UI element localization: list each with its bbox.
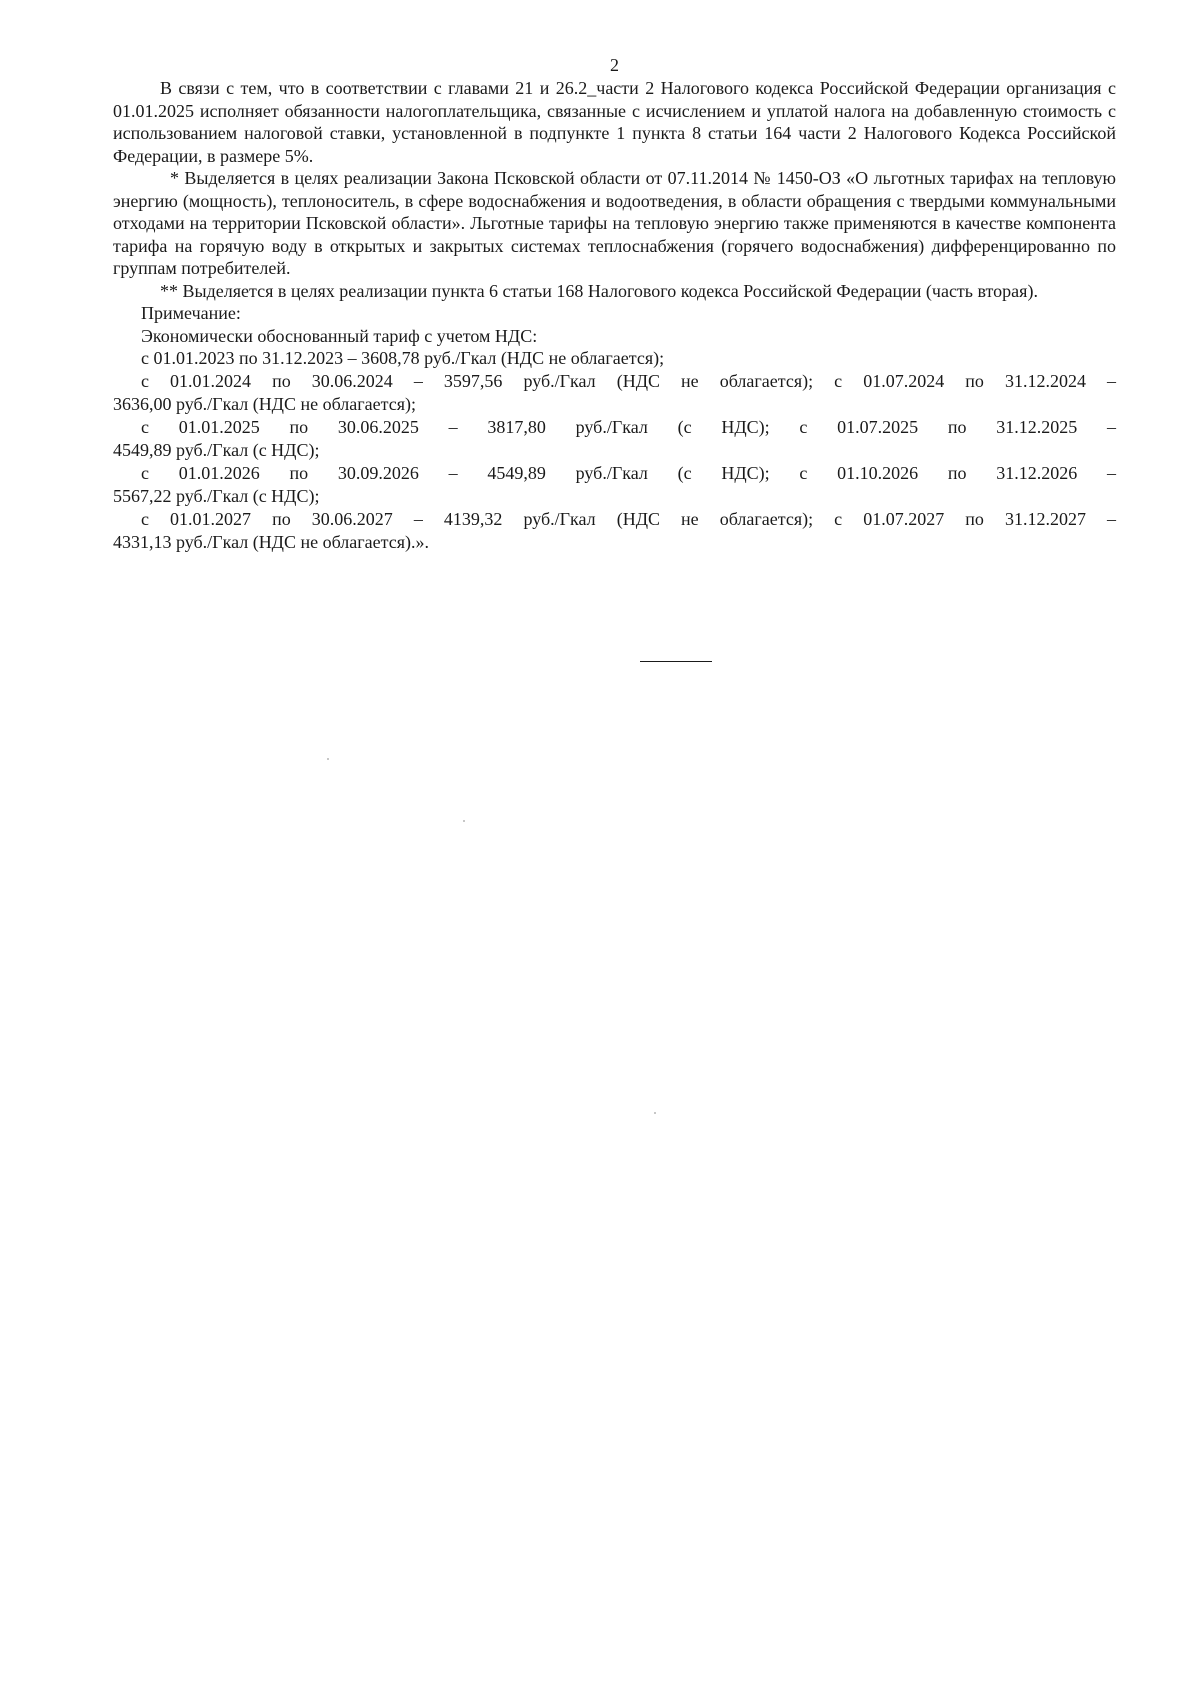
scan-speck	[463, 820, 465, 822]
vat-rate-paragraph: В связи с тем, что в соответствии с главами 21 и 26.2_части 2 Налогового кодекса Российской Федерации организация с 01.01.2025 исполняет обязанности налогоплательщика, связанные с исчислением и уплатой налога на добавленную стоимость с использованием налоговой ставки, установленной в подпункте 1 пункта 8 статьи 164 части 2 Налогового Кодекса Российской Федерации, в размере 5%.	[113, 78, 1116, 166]
scan-speck	[654, 1112, 656, 1114]
tariff-line-2024: с 01.01.2024 по 30.06.2024 – 3597,56 руб./Гкал (НДС не облагается); с 01.07.2024 по 31.12.2024 –	[141, 370, 1116, 391]
tariff-line-2024-continuation: 3636,00 руб./Гкал (НДС не облагается);	[113, 393, 416, 414]
tariff-line-2025-continuation: 4549,89 руб./Гкал (с НДС);	[113, 439, 320, 460]
tariff-line-2027: с 01.01.2027 по 30.06.2027 – 4139,32 руб./Гкал (НДС не облагается); с 01.07.2027 по 31.12.2027 –	[141, 508, 1116, 529]
closing-divider-line	[640, 661, 712, 662]
tariff-line-2026: с 01.01.2026 по 30.09.2026 – 4549,89 руб./Гкал (с НДС); с 01.10.2026 по 31.12.2026 –	[141, 462, 1116, 483]
scan-speck	[327, 758, 329, 760]
remark-label: Примечание:	[141, 303, 241, 323]
page-number: 2	[610, 55, 619, 75]
footnote-single-star: * Выделяется в целях реализации Закона Псковской области от 07.11.2014 № 1450-ОЗ «О льготных тарифах на тепловую энергию (мощность), теплоноситель, в сфере водоснабжения и водоотведения, в области обращения с твердыми коммунальными отходами на территории Псковской области». Льготные тарифы на тепловую энергию также применяются в качестве компонента тарифа на горячую воду в открытых и закрытых системах теплоснабжения (горячего водоснабжения) дифференцированно по группам потребителей.	[113, 168, 1116, 278]
remark-intro: Экономически обоснованный тариф с учетом НДС:	[141, 325, 538, 346]
tariff-line-2027-continuation: 4331,13 руб./Гкал (НДС не облагается).».	[113, 531, 429, 552]
tariff-line-2026-continuation: 5567,22 руб./Гкал (с НДС);	[113, 485, 320, 506]
tariff-line-2025: с 01.01.2025 по 30.06.2025 – 3817,80 руб./Гкал (с НДС); с 01.07.2025 по 31.12.2025 –	[141, 416, 1116, 437]
document-page	[113, 54, 1116, 554]
footnote-double-star: ** Выделяется в целях реализации пункта 6 статьи 168 Налогового кодекса Российской Федерации (часть вторая).	[160, 280, 1038, 301]
tariff-line-2023: с 01.01.2023 по 31.12.2023 – 3608,78 руб./Гкал (НДС не облагается);	[141, 348, 665, 368]
